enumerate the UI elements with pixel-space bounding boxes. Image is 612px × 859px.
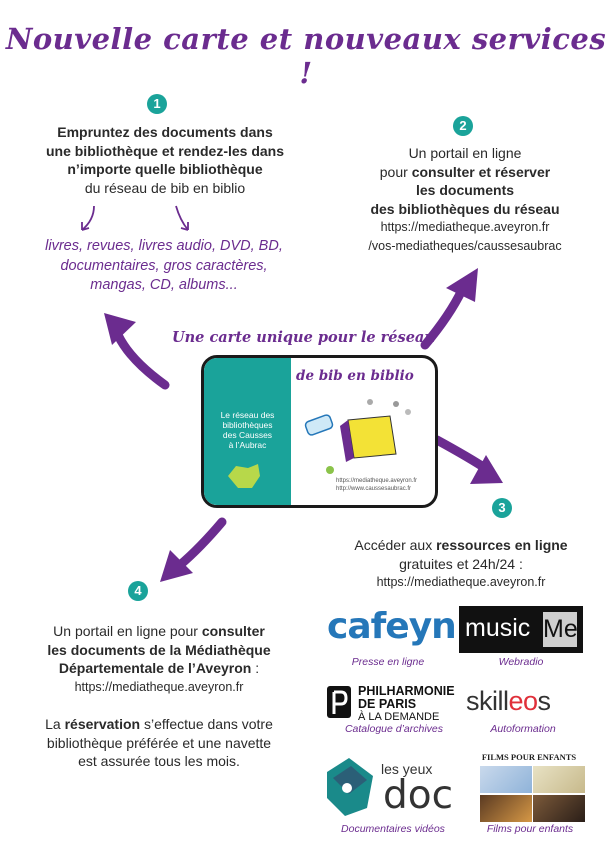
section4-line2-bold: les documents de la Médiathèque — [47, 641, 271, 658]
section1-network: du réseau de bib en biblio — [84, 179, 246, 196]
arrow-up-left-icon — [118, 335, 165, 385]
section3-line1-bold: ressources en ligne — [436, 537, 568, 553]
films-enfants-logo[interactable]: FILMS POUR ENFANTS — [481, 752, 577, 762]
res-post: s’effectue dans votre — [140, 716, 273, 732]
skilleos-logo[interactable] — [466, 686, 551, 717]
card-line: bibliothèques — [222, 420, 273, 430]
card-tagline: Une carte unique pour le réseau — [172, 329, 435, 346]
item-line: mangas, CD, albums... — [90, 277, 238, 293]
phil-line: PHILHARMONIE — [358, 684, 455, 698]
lesyeuxdoc-caption: Documentaires vidéos — [341, 823, 445, 835]
musicme-logo[interactable] — [459, 606, 583, 653]
film-thumbnail — [533, 766, 585, 793]
page-title: Nouvelle carte et nouveaux services ! — [5, 22, 607, 90]
film-thumbnail — [480, 766, 532, 793]
card-url2: http://www.caussesaubrac.fr — [336, 486, 412, 492]
cafeyn-caption: Presse en ligne — [351, 656, 425, 668]
musicme-logo-right: Me — [543, 612, 577, 647]
skilleos-part: s — [537, 686, 551, 716]
item-line: documentaires, gros caractères, — [60, 257, 268, 274]
section4-line3-bold: Départementale de l’Aveyron — [58, 660, 252, 676]
philharmonie-logo[interactable] — [358, 685, 455, 724]
section4-line1-pre: Un portail en ligne pour — [53, 623, 202, 639]
section4-url: https://mediatheque.aveyron.fr — [74, 679, 244, 694]
section3-url: https://mediatheque.aveyron.fr — [376, 575, 546, 589]
books-illustration — [300, 390, 430, 482]
step-number-4: 4 — [128, 581, 148, 601]
films-enfants-caption: Films pour enfants — [486, 823, 574, 835]
section2-line3-bold: les documents — [415, 182, 515, 198]
section1-bold-line: une bibliothèque et rendez-les dans — [45, 142, 285, 159]
res-bold: réservation — [64, 716, 141, 732]
section1-bold-line: n’importe quelle bibliothèque — [67, 161, 263, 177]
section3-line2: gratuites et 24h/24 : — [399, 555, 523, 572]
arrow-down-left-big-icon — [180, 522, 222, 565]
card-brand: de bib en biblio — [296, 368, 414, 384]
section4-line3-post: : — [251, 660, 260, 676]
item-line: livres, revues, livres audio, DVD, BD, — [45, 238, 283, 254]
card-line: des Causses — [222, 430, 273, 440]
phil-line: À LA DEMANDE — [358, 711, 440, 723]
res-pre: La — [45, 716, 65, 732]
lesyeuxdoc-icon — [327, 758, 373, 816]
skilleos-red-part: eo — [508, 686, 538, 716]
film-thumbnail — [480, 795, 532, 822]
section3-line1-pre: Accéder aux — [354, 537, 437, 553]
musicme-caption: Webradio — [498, 656, 544, 668]
card-line: Le réseau des — [220, 410, 275, 420]
section4-line1-bold: consulter — [201, 623, 265, 639]
cafeyn-logo[interactable]: cafeyn — [327, 606, 456, 647]
arrow-up-right-icon — [425, 290, 462, 345]
section2-url2: /vos-mediatheques/caussesaubrac — [368, 238, 562, 253]
section2-line1: Un portail en ligne — [408, 145, 522, 161]
phil-line: DE PARIS — [358, 697, 417, 711]
lesyeuxdoc-logo-top: les yeux — [381, 761, 433, 777]
skilleos-part: skill — [466, 686, 509, 716]
map-icon — [224, 462, 264, 492]
philharmonie-caption: Catalogue d’archives — [344, 723, 444, 735]
card-url1: https://mediatheque.aveyron.fr — [336, 478, 418, 484]
musicme-logo-left: music — [465, 614, 531, 642]
card-left-text — [210, 410, 285, 450]
card-line: à l’Aubrac — [228, 440, 267, 450]
library-card — [201, 355, 438, 508]
res-line3: est assurée tous les mois. — [78, 753, 240, 769]
section4-text — [14, 622, 304, 696]
section2-line2-bold: consulter et réserver — [411, 163, 551, 180]
section2-line4-bold: des bibliothèques du réseau — [370, 200, 560, 217]
res-line2: bibliothèque préférée et une navette — [46, 734, 272, 751]
step-number-1: 1 — [147, 94, 167, 114]
section3-text — [338, 536, 584, 592]
skilleos-caption: Autoformation — [490, 723, 556, 735]
film-thumbnail — [533, 795, 585, 822]
step-number-2: 2 — [453, 116, 473, 136]
section1-bold-line: Empruntez des documents dans — [57, 124, 273, 140]
philharmonie-icon — [327, 686, 351, 718]
lesyeuxdoc-logo[interactable]: doc — [383, 773, 454, 818]
section2-line2-pre: pour — [379, 163, 412, 180]
step-number-3: 3 — [492, 498, 512, 518]
reservation-text — [14, 715, 304, 771]
section2-url1: https://mediatheque.aveyron.fr — [380, 220, 550, 234]
